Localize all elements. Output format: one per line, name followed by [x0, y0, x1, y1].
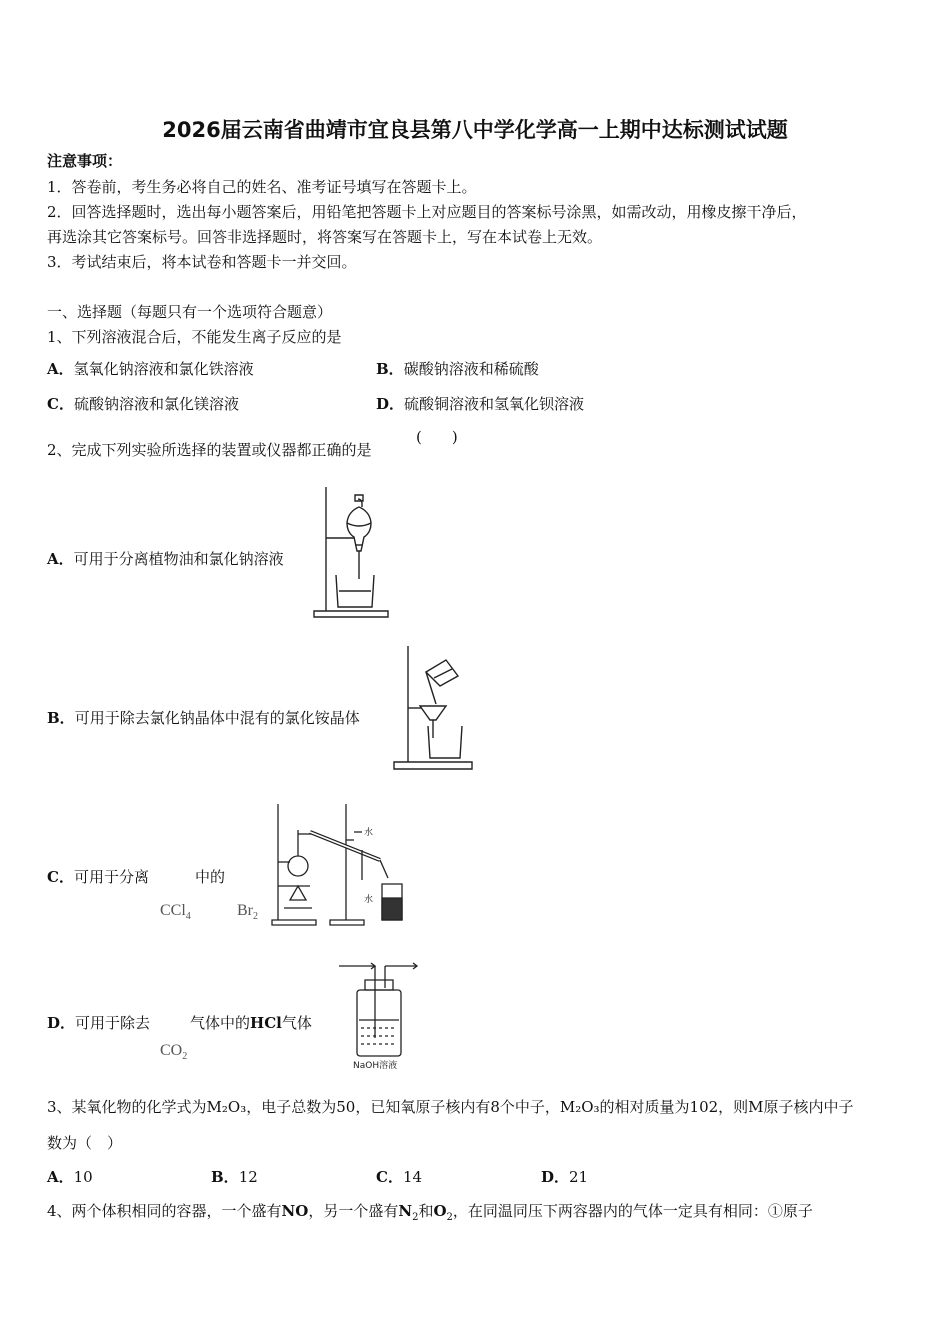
formula-co2: [160, 1042, 187, 1062]
notice-item: 1．答卷前，考生务必将自己的姓名、准考证号填写在答题卡上。: [47, 178, 477, 196]
option-text: 可用于分离: [73, 868, 149, 886]
option-label: C．: [47, 395, 74, 413]
formula-subscript: 4: [185, 911, 191, 923]
option-label: A．: [47, 1168, 74, 1186]
formula-base: Br: [237, 902, 253, 919]
option-text: 可用于除去: [75, 1014, 151, 1032]
q1-option-d: [376, 394, 584, 414]
water-label-top: 水: [364, 828, 374, 838]
q3-option-d: [541, 1167, 588, 1187]
q2-stem: 2、完成下列实验所选择的装置或仪器都正确的是: [47, 441, 372, 459]
option-text: 10: [73, 1168, 93, 1186]
option-text: 12: [238, 1168, 258, 1186]
q1-option-a: [47, 359, 254, 379]
option-label: B．: [211, 1168, 239, 1186]
q4-text: 4、两个体积相同的容器，一个盛有: [47, 1202, 282, 1220]
q3-stem: 3、某氧化物的化学式为M₂O₃，电子总数为50，已知氧原子核内有8个中子，M₂O₃的相对质量为102，则M原子核内中子: [47, 1098, 854, 1116]
option-label: B．: [376, 360, 404, 378]
q4-text: ，另一个盛有: [308, 1202, 399, 1220]
q4-formula-o2: O: [433, 1202, 447, 1220]
page-title: 2026届云南省曲靖市宜良县第八中学化学高一上期中达标测试试题: [162, 118, 788, 142]
separatory-funnel-apparatus: [310, 483, 390, 623]
option-text: 硫酸钠溶液和氯化镁溶液: [73, 395, 239, 413]
formula-subscript: 2: [182, 1051, 188, 1063]
q2-option-c: [47, 867, 225, 887]
formula-br2: [237, 902, 258, 922]
q3-option-c: [376, 1167, 422, 1187]
formula-subscript: 2: [253, 911, 258, 923]
notice-item: 3．考试结束后，将本试卷和答题卡一并交回。: [47, 253, 357, 271]
gas-washing-bottle: [335, 958, 420, 1073]
q1-option-c: [47, 394, 239, 414]
option-label: D．: [47, 1014, 76, 1032]
option-label: B．: [47, 709, 75, 727]
option-text: HCl: [250, 1014, 282, 1032]
option-text: 中的: [194, 868, 225, 886]
q4-stem: [47, 1201, 813, 1228]
option-label: A．: [47, 550, 74, 568]
q3-option-a: [47, 1167, 93, 1187]
q1-stem: 1、下列溶液混合后，不能发生离子反应的是: [47, 328, 342, 346]
q2-option-d: [47, 1013, 312, 1033]
q2-answer-paren: ( ): [416, 428, 458, 446]
q3-stem-cont: 数为（ ）: [47, 1134, 123, 1152]
q2-option-a: [47, 549, 284, 569]
q4-formula-n2: N: [398, 1202, 413, 1220]
option-text: 14: [402, 1168, 423, 1186]
distillation-apparatus: [270, 800, 415, 930]
notice-heading: 注意事项：: [47, 152, 123, 170]
option-text: 可用于分离植物油和氯化钠溶液: [73, 550, 284, 568]
naoh-label: NaOH溶液: [353, 1061, 398, 1071]
notice-item: 再选涂其它答案标号。回答非选择题时，将答案写在答题卡上，写在本试卷上无效。: [47, 228, 603, 246]
option-text: 气体: [281, 1014, 312, 1032]
q1-option-b: [376, 359, 539, 379]
option-label: A．: [47, 360, 74, 378]
formula-base: CCl: [160, 902, 186, 919]
q4-subscript: 2: [446, 1212, 453, 1223]
option-label: C．: [376, 1168, 403, 1186]
option-label: C．: [47, 868, 74, 886]
option-text: 碳酸钠溶液和稀硫酸: [403, 360, 539, 378]
q4-formula-no: NO: [281, 1202, 309, 1220]
option-text: 氢氧化钠溶液和氯化铁溶液: [73, 360, 254, 378]
q4-text: ，在同温同压下两容器内的气体一定具有相同：①原子: [452, 1202, 813, 1220]
option-text: 21: [569, 1168, 589, 1186]
option-label: D．: [376, 395, 405, 413]
option-text: 可用于除去氯化钠晶体中混有的氯化铵晶体: [74, 709, 360, 727]
q2-option-b: [47, 708, 360, 728]
formula-base: CO: [160, 1042, 183, 1059]
q4-text: 和: [418, 1202, 434, 1220]
option-label: D．: [541, 1168, 570, 1186]
q4-subscript: 2: [412, 1212, 419, 1223]
option-text: 硫酸铜溶液和氢氧化钡溶液: [404, 395, 585, 413]
notice-item: 2．回答选择题时，选出每小题答案后，用铅笔把答题卡上对应题目的答案标号涂黑，如需改动，用橡皮擦干净后，: [47, 203, 807, 221]
option-text: 气体中的: [190, 1014, 251, 1032]
section-heading: 一、选择题（每题只有一个选项符合题意）: [47, 303, 333, 321]
q3-option-b: [211, 1167, 258, 1187]
formula-ccl4: [160, 902, 191, 922]
water-label-bottom: 水: [364, 895, 374, 905]
filtration-apparatus: [390, 642, 475, 772]
